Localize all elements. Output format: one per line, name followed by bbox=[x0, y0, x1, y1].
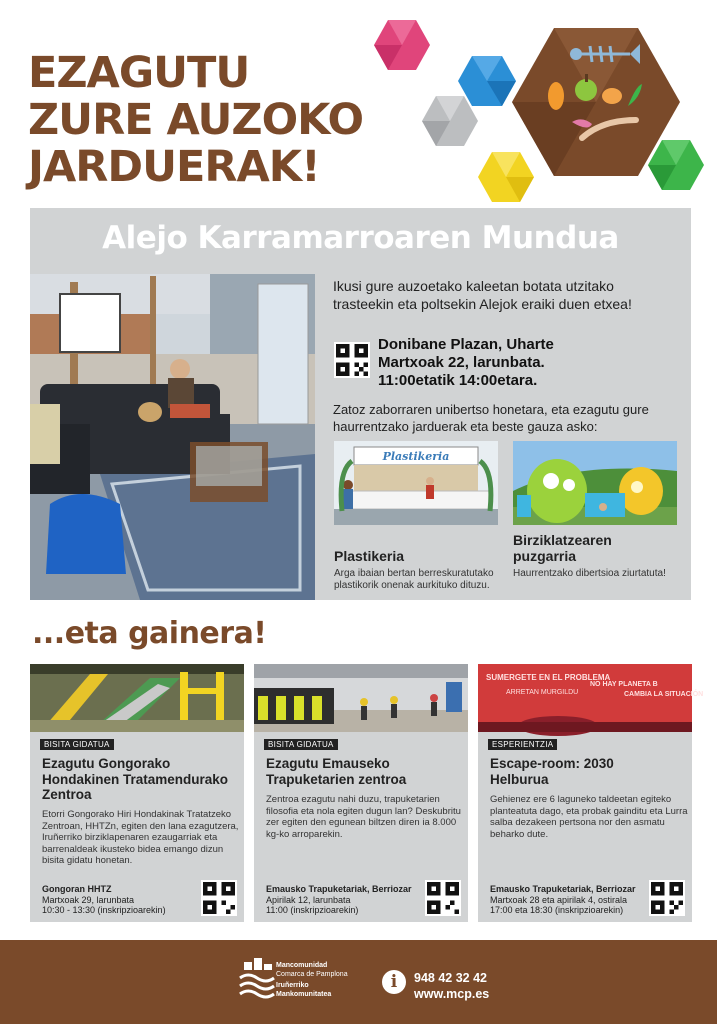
event-time: 11:00etatik 14:00etara. bbox=[378, 372, 538, 389]
wall-text-1: SUMERGETE EN EL PROBLEMA bbox=[486, 673, 611, 682]
headline-line-3: JARDUERAK! bbox=[28, 142, 320, 192]
feature-section bbox=[30, 208, 691, 600]
more-title: ...eta gainera! bbox=[32, 616, 267, 651]
card-place-emaus: Emausko Trapuketariak, Berriozar bbox=[266, 884, 412, 894]
event-location: Donibane Plazan, Uharte bbox=[378, 336, 554, 353]
wall-text-2: ARRETAN MURGILDU bbox=[506, 689, 579, 696]
card-title-gongora: Ezagutu Gongorako Hondakinen Tratamendurako Zentroa bbox=[42, 756, 229, 802]
card-qr-gongora[interactable] bbox=[201, 880, 237, 916]
plastikeria-title: Plastikeria bbox=[334, 548, 405, 564]
card-details-emaus bbox=[266, 884, 416, 916]
logo-org-es: Mancomunidad bbox=[276, 962, 328, 969]
wall-text-3: NO HAY PLANETA B bbox=[590, 681, 658, 688]
card-time-escape-room: 17:00 eta 18:30 (inskripzioarekin) bbox=[490, 905, 624, 915]
headline bbox=[28, 50, 408, 191]
logo-org-es-sub: Comarca de Pamplona bbox=[276, 970, 348, 978]
card-date-gongora: Martxoak 29, larunbata bbox=[42, 894, 135, 905]
inflatable-photo bbox=[513, 441, 677, 525]
inflatable-desc: Haurrentzako dibertsioa ziurtatuta! bbox=[513, 568, 666, 579]
card-badge-emaus: BISITA GIDATUA bbox=[264, 739, 338, 750]
card-time-gongora: 10:30 - 13:30 (inskripzioarekin) bbox=[42, 905, 166, 915]
logo-text bbox=[276, 962, 386, 999]
event-info bbox=[378, 336, 678, 390]
card-gongora bbox=[30, 664, 244, 922]
contact-phone[interactable]: 948 42 32 42 bbox=[414, 971, 487, 985]
card-photo-emaus bbox=[254, 664, 468, 732]
headline-line-2: ZURE AUZOKO bbox=[28, 95, 364, 145]
card-time-emaus: 11:00 (inskripzioarekin) bbox=[266, 905, 359, 915]
wall-text-4: CAMBIA LA SITUACIÓN bbox=[624, 691, 704, 698]
plastikeria-sign: Plastikeria bbox=[382, 450, 450, 463]
gray-hexagon bbox=[422, 96, 478, 146]
card-qr-escape-room[interactable] bbox=[649, 880, 685, 916]
card-photo-escape-room bbox=[478, 664, 704, 732]
feature-title: Alejo Karramarroaren Mundua bbox=[102, 220, 619, 256]
contact-info bbox=[414, 970, 489, 1002]
card-date-emaus: Apirilak 12, larunbata bbox=[266, 894, 351, 905]
mancomunidad-logo-icon bbox=[240, 958, 274, 998]
footer bbox=[0, 940, 717, 1024]
event-date: Martxoak 22, larunbata. bbox=[378, 354, 545, 371]
event-qr-code[interactable] bbox=[334, 342, 370, 378]
card-badge-escape-room: ESPERIENTZIA bbox=[488, 739, 557, 750]
card-emaus bbox=[254, 664, 468, 922]
info-icon: i bbox=[382, 970, 406, 994]
card-place-escape-room: Emausko Trapuketariak, Berriozar bbox=[490, 884, 636, 894]
logo-org-eu-sub: Mankomunitatea bbox=[276, 990, 332, 998]
feature-intro: Ikusi gure auzoetako kaleetan botata utzitako trasteekin eta poltsekin Alejok eraiki duen etxea! bbox=[333, 278, 632, 312]
plastikeria-photo bbox=[334, 441, 498, 525]
card-details-escape-room bbox=[490, 884, 640, 916]
feature-invite: Zatoz zaborraren unibertso honetara, eta ezagutu gure haurrentzako jarduerak eta beste gauza asko: bbox=[333, 402, 649, 434]
card-badge-gongora: BISITA GIDATUA bbox=[40, 739, 114, 750]
feature-photo bbox=[30, 274, 315, 600]
headline-line-1: EZAGUTU bbox=[28, 48, 250, 98]
mancomunidad-logo[interactable] bbox=[240, 958, 380, 1006]
card-escape-room bbox=[478, 664, 704, 922]
card-place-gongora: Gongoran HHTZ bbox=[42, 884, 112, 894]
card-desc-escape-room: Gehienez ere 6 laguneko taldeetan egiteko planteatuta dago, eta probak gainditu eta Lurra salba dezakeen pertsona nor den asmatu beharko dute. bbox=[490, 794, 688, 840]
card-details-gongora bbox=[42, 884, 192, 916]
card-date-escape-room: Martxoak 28 eta apirilak 4, ostirala bbox=[490, 894, 628, 905]
card-title-escape-room: Escape-room: 2030 Helburua bbox=[490, 756, 614, 787]
contact-web[interactable]: www.mcp.es bbox=[414, 987, 490, 1001]
card-photo-gongora bbox=[30, 664, 244, 732]
plastikeria-desc: Arga ibaian bertan berreskuratutako plastikorik onenak aurkituko dituzu. bbox=[334, 568, 494, 591]
pink-hexagon bbox=[374, 20, 430, 70]
card-desc-gongora: Etorri Gongorako Hiri Hondakinak Tratatzeko Zentroan, HHTZn, egiten den lana ezagutzera, Iruñerriko birziklapenaren ezaugarriak eta barrenaldeak ikusteko bidea emango dizun bisita gidatu honetan. bbox=[42, 809, 239, 866]
inflatable-title: Birziklatzearen puzgarria bbox=[513, 532, 612, 564]
organic-waste-hexagon bbox=[512, 28, 680, 176]
card-title-emaus: Ezagutu Emauseko Trapuketarien zentroa bbox=[266, 756, 407, 787]
card-desc-emaus: Zentroa ezagutu nahi duzu, trapuketarien filosofia eta nola egiten dugun lan? Deskubritu zer egiten den egunean biltzen diren ia 8.000 kg-ko arroparekin. bbox=[266, 794, 461, 840]
card-qr-emaus[interactable] bbox=[425, 880, 461, 916]
logo-org-eu: Iruñerriko bbox=[276, 982, 309, 989]
